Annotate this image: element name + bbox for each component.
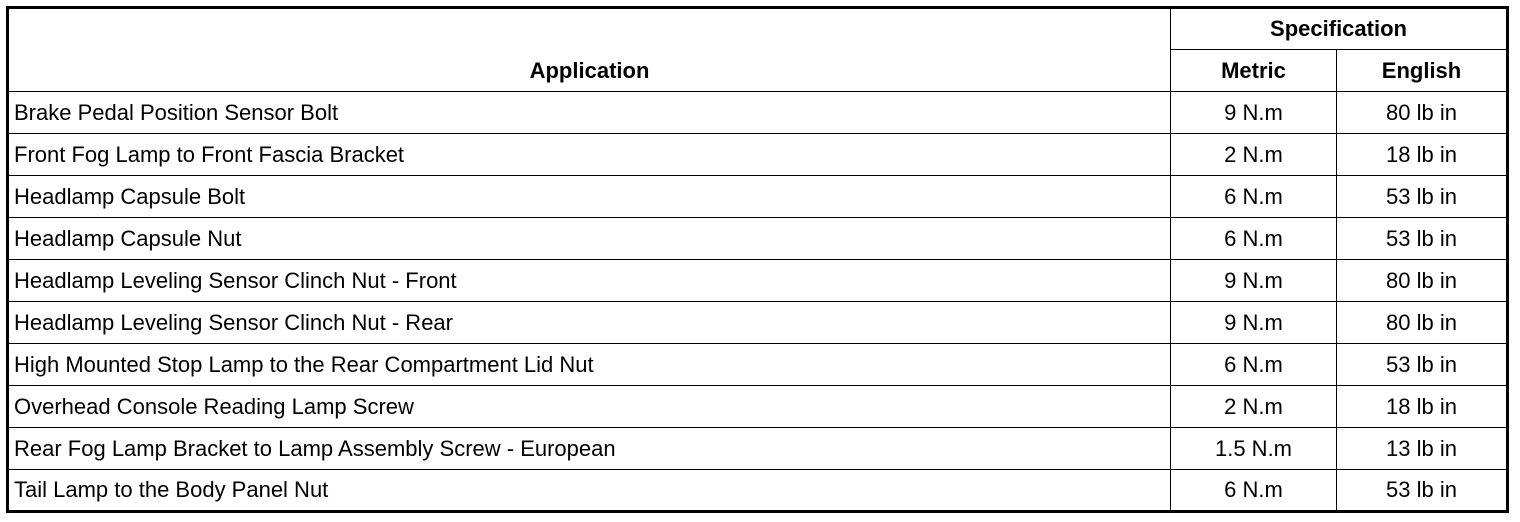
application-cell: Headlamp Leveling Sensor Clinch Nut - Front	[8, 260, 1171, 302]
metric-cell: 6 N.m	[1171, 218, 1337, 260]
specification-table	[6, 6, 1509, 513]
english-cell: 53 lb in	[1337, 176, 1508, 218]
header-row-top	[8, 8, 1508, 50]
application-cell: Front Fog Lamp to Front Fascia Bracket	[8, 134, 1171, 176]
metric-header: Metric	[1171, 50, 1337, 92]
table-row	[8, 302, 1508, 344]
application-cell: Headlamp Leveling Sensor Clinch Nut - Rear	[8, 302, 1171, 344]
english-cell: 80 lb in	[1337, 92, 1508, 134]
english-cell: 80 lb in	[1337, 302, 1508, 344]
specification-header: Specification	[1171, 8, 1508, 50]
english-cell: 53 lb in	[1337, 344, 1508, 386]
table-body	[8, 92, 1508, 512]
table-row	[8, 92, 1508, 134]
metric-cell: 6 N.m	[1171, 176, 1337, 218]
metric-cell: 6 N.m	[1171, 344, 1337, 386]
english-header: English	[1337, 50, 1508, 92]
metric-cell: 9 N.m	[1171, 92, 1337, 134]
application-cell: Brake Pedal Position Sensor Bolt	[8, 92, 1171, 134]
metric-cell: 9 N.m	[1171, 302, 1337, 344]
metric-cell: 1.5 N.m	[1171, 428, 1337, 470]
table-row	[8, 218, 1508, 260]
english-cell: 80 lb in	[1337, 260, 1508, 302]
table-row	[8, 260, 1508, 302]
english-cell: 53 lb in	[1337, 218, 1508, 260]
application-cell: Rear Fog Lamp Bracket to Lamp Assembly Screw - European	[8, 428, 1171, 470]
metric-cell: 9 N.m	[1171, 260, 1337, 302]
application-cell: High Mounted Stop Lamp to the Rear Compartment Lid Nut	[8, 344, 1171, 386]
application-header: Application	[8, 8, 1171, 92]
metric-cell: 6 N.m	[1171, 470, 1337, 512]
table-row	[8, 428, 1508, 470]
english-cell: 18 lb in	[1337, 134, 1508, 176]
application-cell: Tail Lamp to the Body Panel Nut	[8, 470, 1171, 512]
english-cell: 53 lb in	[1337, 470, 1508, 512]
table-row	[8, 176, 1508, 218]
table-header	[8, 8, 1508, 92]
english-cell: 13 lb in	[1337, 428, 1508, 470]
metric-cell: 2 N.m	[1171, 386, 1337, 428]
application-cell: Headlamp Capsule Nut	[8, 218, 1171, 260]
table-row	[8, 134, 1508, 176]
table-row	[8, 344, 1508, 386]
table-row	[8, 386, 1508, 428]
table-row	[8, 470, 1508, 512]
metric-cell: 2 N.m	[1171, 134, 1337, 176]
application-cell: Headlamp Capsule Bolt	[8, 176, 1171, 218]
application-cell: Overhead Console Reading Lamp Screw	[8, 386, 1171, 428]
english-cell: 18 lb in	[1337, 386, 1508, 428]
